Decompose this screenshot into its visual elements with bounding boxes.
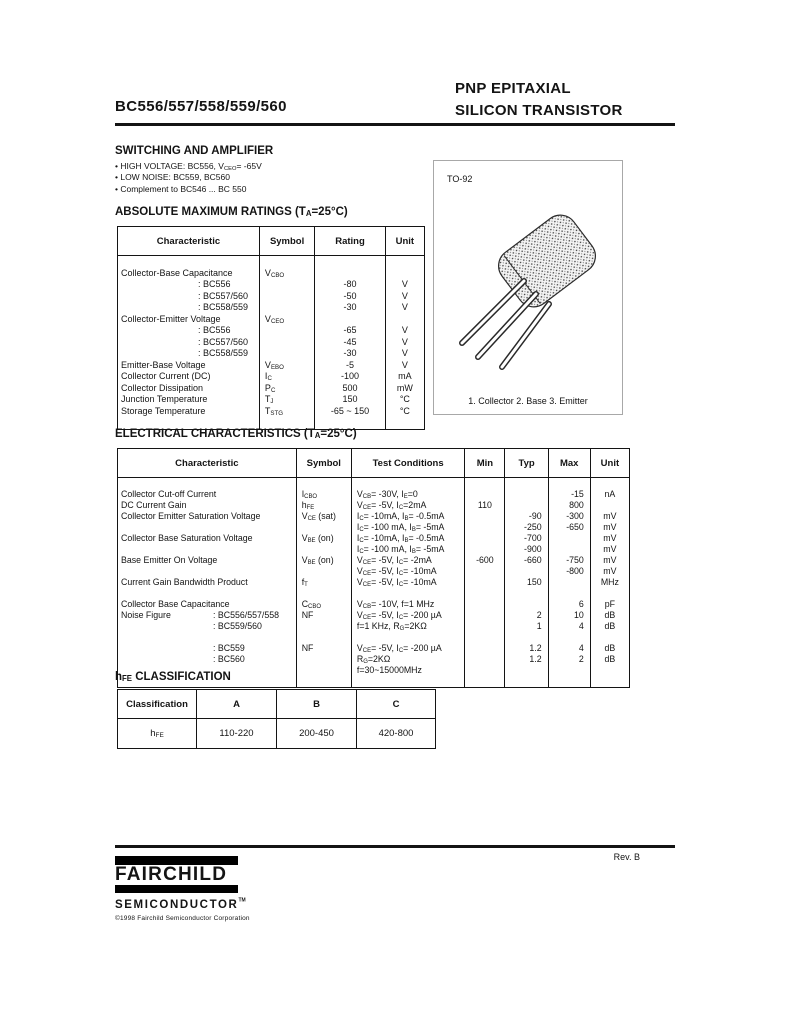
cell-max: 10: [548, 610, 590, 621]
spacer-cell: [465, 632, 505, 643]
cell-max: [548, 665, 590, 676]
cell-unit: V: [385, 360, 424, 372]
cell-symbol: NF: [296, 643, 351, 654]
spacer-cell: [505, 676, 548, 688]
cell-test-conditions: $V_{CB}= -30V$, $I_E=0$: [351, 489, 464, 500]
cell-characteristic: DC Current Gain: [118, 500, 297, 511]
features-heading: SWITCHING AND AMPLIFIER: [115, 145, 274, 157]
cell-characteristic: : BC556: [118, 279, 260, 291]
cell-test-conditions: $I_C= -100$ mA, $I_B= -5mA$: [351, 544, 464, 555]
cell-unit: mV: [590, 533, 629, 544]
cell-min: [465, 544, 505, 555]
cell-characteristic: Collector Base Capacitance: [118, 599, 297, 610]
hfe-header-cell: Classification: [118, 690, 197, 719]
table-row: [118, 654, 630, 665]
table-row: [118, 610, 630, 621]
spacer-cell: [296, 632, 351, 643]
cell-unit: V: [385, 291, 424, 303]
spacer-cell: [296, 588, 351, 599]
cell-symbol: $V_{CBO}$: [259, 268, 314, 280]
cell-characteristic: Collector Dissipation: [118, 383, 260, 395]
cell-unit: °C: [385, 406, 424, 418]
cell-unit: [385, 268, 424, 280]
cell-characteristic: [118, 566, 297, 577]
cell-unit: V: [385, 337, 424, 349]
spacer-cell: [505, 588, 548, 599]
cell-typ: -660: [505, 555, 548, 566]
cell-characteristic: Collector Base Saturation Voltage: [118, 533, 297, 544]
cell-symbol: [296, 654, 351, 665]
cell-rating: -100: [315, 371, 385, 383]
model-label: : BC559/560: [213, 621, 262, 631]
cell-characteristic: : BC558/559: [118, 348, 260, 360]
spacer-cell: [118, 632, 297, 643]
device-type-line2: SILICON TRANSISTOR: [455, 102, 623, 119]
table-row: [118, 302, 425, 314]
table-row: [118, 555, 630, 566]
cell-characteristic: Collector-Emitter Voltage: [118, 314, 260, 326]
ec-header-cell: Unit: [590, 449, 629, 478]
cell-typ: [505, 665, 548, 676]
cell-test-conditions: $R_G=2K\Omega$: [351, 654, 464, 665]
cell-symbol: [259, 337, 314, 349]
cell-symbol: $T_J$: [259, 394, 314, 406]
cell-max: 4: [548, 621, 590, 632]
spacer-cell: [465, 588, 505, 599]
table-row: [118, 394, 425, 406]
cell-min: [465, 489, 505, 500]
table-row: [118, 533, 630, 544]
cell-unit: [385, 314, 424, 326]
cell-min: [465, 522, 505, 533]
feature-item: • Complement to BC546 ... BC 550: [115, 184, 435, 195]
cell-typ: 150: [505, 577, 548, 588]
hfe-classification-table: [117, 689, 436, 749]
spacer-cell: [118, 588, 297, 599]
spacer-cell: [590, 676, 629, 688]
ec-title: ELECTRICAL CHARACTERISTICS $(T_A=25^\circ C)$: [115, 428, 357, 441]
spacer-cell: [351, 588, 464, 599]
spacer-cell: [351, 676, 464, 688]
cell-characteristic: Collector Emitter Saturation Voltage: [118, 511, 297, 522]
cell-symbol: $I_{CBO}$: [296, 489, 351, 500]
amr-header-cell: Rating: [315, 227, 385, 256]
cell-typ: -700: [505, 533, 548, 544]
table-row: [118, 643, 630, 654]
cell-characteristic: Collector-Base Capacitance: [118, 268, 260, 280]
cell-rating: [315, 314, 385, 326]
cell-unit: dB: [590, 643, 629, 654]
cell-min: [465, 643, 505, 654]
cell-min: [465, 621, 505, 632]
cell-unit: [590, 500, 629, 511]
cell-unit: mV: [590, 511, 629, 522]
cell-min: -600: [465, 555, 505, 566]
spacer-cell: [505, 632, 548, 643]
cell-rating: -30: [315, 302, 385, 314]
cell-symbol: [296, 522, 351, 533]
cell-max: -750: [548, 555, 590, 566]
ec-header-row: [118, 449, 630, 478]
package-name: TO-92: [447, 174, 473, 184]
cell-max: 2: [548, 654, 590, 665]
spacer-cell: [505, 478, 548, 490]
cell-characteristic: : BC557/560: [118, 291, 260, 303]
cell-characteristic: Collector Current (DC): [118, 371, 260, 383]
pin-caption: 1. Collector 2. Base 3. Emitter: [468, 396, 588, 406]
cell-test-conditions: $I_C= -10mA$, $I_B= -0.5mA$: [351, 533, 464, 544]
cell-symbol: [259, 302, 314, 314]
cell-min: [465, 610, 505, 621]
spacer-cell: [259, 256, 314, 268]
header-rule: [115, 123, 675, 126]
cell-typ: 1: [505, 621, 548, 632]
cell-classification: $h_{FE}$: [118, 719, 197, 749]
amr-header-cell: Characteristic: [118, 227, 260, 256]
cell-test-conditions: $I_C= -100$ mA, $I_B= -5mA$: [351, 522, 464, 533]
cell-symbol: $I_C$: [259, 371, 314, 383]
feature-item: • HIGH VOLTAGE: BC556, $V_{CEO}= -65V$: [115, 161, 435, 172]
cell-min: [465, 665, 505, 676]
table-row: [118, 371, 425, 383]
model-label: : BC559: [213, 643, 245, 653]
cell-max: -650: [548, 522, 590, 533]
spacer-row: [118, 478, 630, 490]
cell-rating: -45: [315, 337, 385, 349]
table-row: [118, 268, 425, 280]
cell-symbol: [296, 621, 351, 632]
cell-unit: nA: [590, 489, 629, 500]
cell-rating: -30: [315, 348, 385, 360]
table-row: [118, 291, 425, 303]
cell-rating: 500: [315, 383, 385, 395]
table-row: [118, 621, 630, 632]
cell-max: [548, 533, 590, 544]
table-row: [118, 566, 630, 577]
cell-unit: V: [385, 279, 424, 291]
cell-symbol: $V_{CE}$ (sat): [296, 511, 351, 522]
table-row: [118, 599, 630, 610]
cell-test-conditions: $V_{CE}= -5V$, $I_C= -200$ µA: [351, 610, 464, 621]
spacer-cell: [385, 417, 424, 429]
table-row: [118, 577, 630, 588]
package-diagram-box: [433, 160, 623, 415]
table-row: [118, 522, 630, 533]
cell-symbol: $T_{STG}$: [259, 406, 314, 418]
spacer-cell: [296, 676, 351, 688]
cell-unit: dB: [590, 621, 629, 632]
cell-typ: 2: [505, 610, 548, 621]
spacer-cell: [548, 632, 590, 643]
cell-symbol: $V_{BE}$ (on): [296, 555, 351, 566]
spacer-cell: [296, 478, 351, 490]
cell-characteristic: : BC558/559: [118, 302, 260, 314]
cell-unit: mV: [590, 555, 629, 566]
cell-min: [465, 566, 505, 577]
table-row: [118, 489, 630, 500]
cell-characteristic: [118, 621, 297, 632]
spacer-cell: [465, 478, 505, 490]
cell-max: 4: [548, 643, 590, 654]
table-row: [118, 500, 630, 511]
cell-symbol: [259, 325, 314, 337]
spacer-cell: [590, 588, 629, 599]
spacer-row: [118, 588, 630, 599]
hfe-header-cell: A: [197, 690, 277, 719]
table-row: [118, 348, 425, 360]
table-row: [118, 337, 425, 349]
cell-symbol: [259, 291, 314, 303]
spacer-cell: [548, 676, 590, 688]
cell-symbol: [259, 348, 314, 360]
cell-typ: [505, 500, 548, 511]
cell-min: 110: [465, 500, 505, 511]
cell-hfe-range: 200-450: [277, 719, 357, 749]
cell-unit: mV: [590, 522, 629, 533]
cell-hfe-range: 110-220: [197, 719, 277, 749]
cell-unit: mW: [385, 383, 424, 395]
ec-header-cell: Symbol: [296, 449, 351, 478]
cell-test-conditions: f=30~15000MHz: [351, 665, 464, 676]
cell-unit: MHz: [590, 577, 629, 588]
device-type-line1: PNP EPITAXIAL: [455, 80, 571, 97]
cell-max: -300: [548, 511, 590, 522]
spacer-cell: [465, 676, 505, 688]
cell-max: 800: [548, 500, 590, 511]
cell-max: -800: [548, 566, 590, 577]
cell-symbol: [296, 566, 351, 577]
part-number: BC556/557/558/559/560: [115, 98, 287, 115]
spacer-cell: [118, 256, 260, 268]
amr-header-row: [118, 227, 425, 256]
cell-rating: -65 ~ 150: [315, 406, 385, 418]
cell-max: -15: [548, 489, 590, 500]
cell-typ: [505, 599, 548, 610]
hfe-header-cell: C: [357, 690, 436, 719]
cell-characteristic: Current Gain Bandwidth Product: [118, 577, 297, 588]
cell-symbol: $C_{CBO}$: [296, 599, 351, 610]
spacer-row: [118, 256, 425, 268]
cell-characteristic: Storage Temperature: [118, 406, 260, 418]
cell-typ: -900: [505, 544, 548, 555]
cell-unit: mV: [590, 544, 629, 555]
table-row: [118, 544, 630, 555]
cell-unit: V: [385, 348, 424, 360]
feature-item: • LOW NOISE: BC559, BC560: [115, 172, 435, 183]
cell-unit: mA: [385, 371, 424, 383]
cell-rating: 150: [315, 394, 385, 406]
features-section: [115, 145, 435, 195]
cell-typ: -90: [505, 511, 548, 522]
cell-min: [465, 511, 505, 522]
cell-unit: dB: [590, 610, 629, 621]
spacer-row: [118, 632, 630, 643]
trademark-mark: TM: [238, 897, 246, 904]
amr-header-cell: Unit: [385, 227, 424, 256]
cell-characteristic: : BC557/560: [118, 337, 260, 349]
electrical-characteristics-table: [117, 448, 630, 688]
cell-characteristic: [118, 654, 297, 665]
hfe-title: $h_{FE}$ CLASSIFICATION: [115, 671, 231, 684]
copyright-line: ©1998 Fairchild Semiconductor Corporation: [115, 915, 250, 922]
cell-unit: mV: [590, 566, 629, 577]
absolute-maximum-ratings-table: [117, 226, 425, 430]
ec-header-cell: Min: [465, 449, 505, 478]
cell-unit: V: [385, 325, 424, 337]
hfe-header-cell: B: [277, 690, 357, 719]
cell-test-conditions: $I_C= -10mA$, $I_B= -0.5mA$: [351, 511, 464, 522]
cell-symbol: NF: [296, 610, 351, 621]
table-row: [118, 360, 425, 372]
cell-rating: -80: [315, 279, 385, 291]
cell-characteristic: [118, 522, 297, 533]
cell-test-conditions: $V_{CE}= -5V$, $I_C= -10mA$: [351, 566, 464, 577]
table-row: [118, 511, 630, 522]
cell-max: [548, 544, 590, 555]
spacer-cell: [351, 478, 464, 490]
cell-characteristic: : BC556: [118, 325, 260, 337]
amr-title: ABSOLUTE MAXIMUM RATINGS $(T_A=25^\circ C)$: [115, 206, 348, 219]
spacer-cell: [590, 478, 629, 490]
cell-symbol: $V_{CEO}$: [259, 314, 314, 326]
ec-header-cell: Typ: [505, 449, 548, 478]
cell-rating: -5: [315, 360, 385, 372]
cell-symbol: [296, 665, 351, 676]
cell-unit: dB: [590, 654, 629, 665]
logo-bar-bottom: [115, 885, 238, 893]
cell-test-conditions: $V_{CE}= -5V$, $I_C=2mA$: [351, 500, 464, 511]
cell-typ: -250: [505, 522, 548, 533]
cell-characteristic: [118, 643, 297, 654]
spacer-cell: [548, 478, 590, 490]
cell-test-conditions: $V_{CE}= -5V$, $I_C= -2mA$: [351, 555, 464, 566]
logo-semiconductor: SEMICONDUCTOR: [115, 899, 239, 911]
cell-typ: [505, 566, 548, 577]
device-type: [455, 78, 623, 122]
cell-typ: 1.2: [505, 654, 548, 665]
cell-hfe-range: 420-800: [357, 719, 436, 749]
spacer-cell: [118, 478, 297, 490]
cell-symbol: $V_{BE}$ (on): [296, 533, 351, 544]
cell-characteristic: Collector Cut-off Current: [118, 489, 297, 500]
model-label: : BC560: [213, 654, 245, 664]
cell-characteristic: Junction Temperature: [118, 394, 260, 406]
fairchild-logo: [115, 856, 250, 922]
cell-max: 6: [548, 599, 590, 610]
cell-typ: [505, 489, 548, 500]
logo-semiconductor-line: [115, 895, 250, 913]
table-row: [118, 406, 425, 418]
footer-rule: [115, 845, 675, 848]
model-label: : BC556/557/558: [213, 610, 280, 620]
cell-rating: -50: [315, 291, 385, 303]
revision-label: Rev. B: [613, 852, 640, 862]
table-row: [118, 719, 436, 749]
spacer-cell: [548, 588, 590, 599]
cell-typ: 1.2: [505, 643, 548, 654]
cell-unit: V: [385, 302, 424, 314]
spacer-cell: [385, 256, 424, 268]
cell-characteristic: [118, 544, 297, 555]
table-row: [118, 383, 425, 395]
cell-symbol: $V_{EBO}$: [259, 360, 314, 372]
cell-test-conditions: $V_{CE}= -5V$, $I_C= -10mA$: [351, 577, 464, 588]
cell-min: [465, 599, 505, 610]
logo-name: FAIRCHILD: [115, 864, 228, 885]
cell-min: [465, 654, 505, 665]
cell-symbol: $P_C$: [259, 383, 314, 395]
cell-test-conditions: f=1 KHz, $R_G=2K\Omega$: [351, 621, 464, 632]
cell-unit: pF: [590, 599, 629, 610]
spacer-cell: [351, 632, 464, 643]
cell-test-conditions: $V_{CE}= -5V$, $I_C= -200$ µA: [351, 643, 464, 654]
table-row: [118, 314, 425, 326]
cell-min: [465, 577, 505, 588]
ec-header-cell: Characteristic: [118, 449, 297, 478]
cell-symbol: $h_{FE}$: [296, 500, 351, 511]
spacer-cell: [315, 256, 385, 268]
hfe-header-row: [118, 690, 436, 719]
cell-symbol: $f_T$: [296, 577, 351, 588]
feature-list: [115, 161, 435, 195]
cell-rating: [315, 268, 385, 280]
ec-header-cell: Test Conditions: [351, 449, 464, 478]
amr-header-cell: Symbol: [259, 227, 314, 256]
cell-unit: [590, 665, 629, 676]
table-row: [118, 325, 425, 337]
cell-characteristic: Noise Figure : BC556/557/558: [118, 610, 297, 621]
cell-rating: -65: [315, 325, 385, 337]
cell-unit: °C: [385, 394, 424, 406]
cell-characteristic: Base Emitter On Voltage: [118, 555, 297, 566]
to92-transistor-drawing: [452, 193, 604, 383]
cell-test-conditions: $V_{CB}= -10V$, f=1 MHz: [351, 599, 464, 610]
cell-symbol: [296, 544, 351, 555]
cell-characteristic: Emitter-Base Voltage: [118, 360, 260, 372]
cell-max: [548, 577, 590, 588]
table-row: [118, 279, 425, 291]
spacer-cell: [590, 632, 629, 643]
ec-header-cell: Max: [548, 449, 590, 478]
cell-symbol: [259, 279, 314, 291]
cell-min: [465, 533, 505, 544]
